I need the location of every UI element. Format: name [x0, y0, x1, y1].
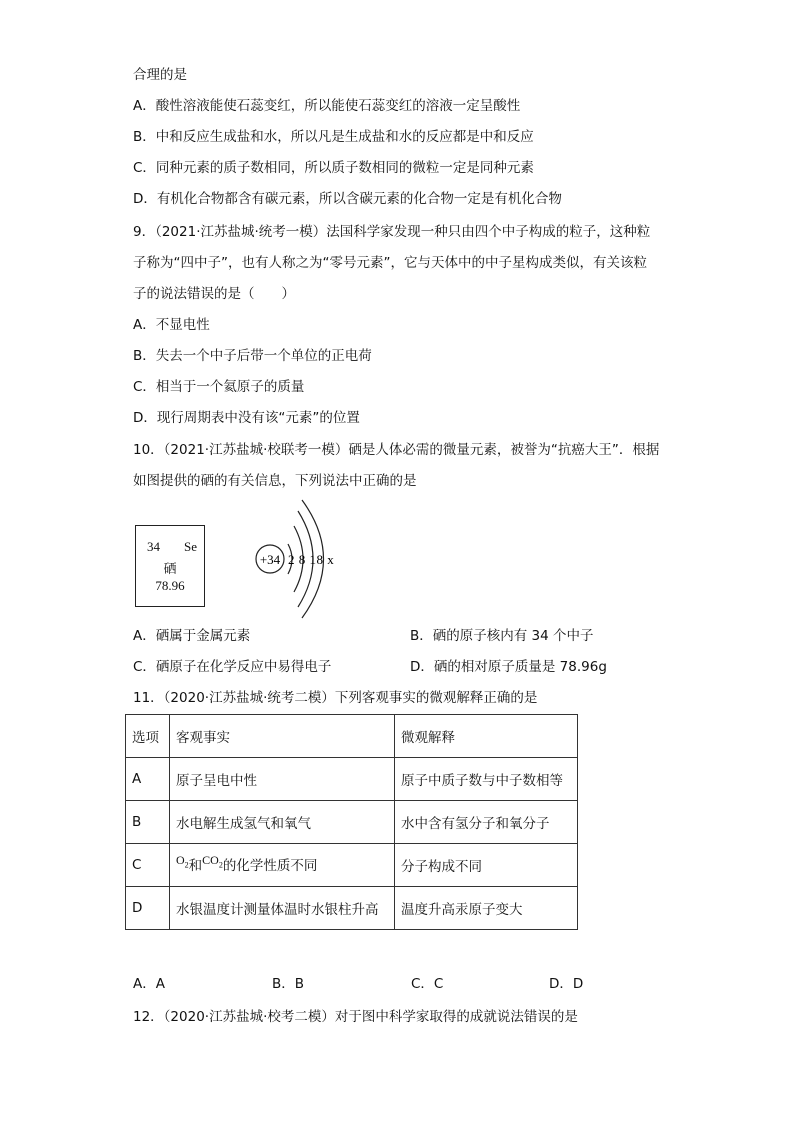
q10-option-b: B．硒的原子核内有 34 个中子: [410, 628, 594, 644]
row-explanation: 温度升高汞原子变大: [395, 887, 578, 930]
q9-option-d: D．现行周期表中没有该“元素”的位置: [133, 410, 360, 426]
element-name: 硒: [163, 561, 177, 576]
row-fact: 原子呈电中性: [170, 758, 395, 801]
header-option: 选项: [126, 715, 170, 758]
nucleus-charge: +34: [259, 552, 281, 567]
header-fact: 客观事实: [170, 715, 395, 758]
row-fact: 水电解生成氢气和氧气: [170, 801, 395, 844]
row-option: A: [126, 758, 170, 801]
atomic-number: 34: [147, 539, 160, 554]
table-row: [126, 887, 578, 930]
row-explanation: 分子构成不同: [395, 844, 578, 887]
shell-electron-counts: 2 8 18 x: [288, 552, 335, 567]
row-option: C: [126, 844, 170, 887]
q8-option-c: C．同种元素的质子数相同，所以质子数相同的微粒一定是同种元素: [133, 160, 534, 176]
row-option: D: [126, 887, 170, 930]
q9-option-c: C．相当于一个氦原子的质量: [133, 379, 305, 395]
q10-stem-line2: 如图提供的硒的有关信息，下列说法中正确的是: [133, 473, 417, 489]
q9-option-b: B．失去一个中子后带一个单位的正电荷: [133, 348, 372, 364]
q12-stem: 12．（2020·江苏盐城·校考二模）对于图中科学家取得的成就说法错误的是: [133, 1009, 578, 1025]
row-explanation: 水中含有氢分子和氧分子: [395, 801, 578, 844]
q9-stem-line3: 子的说法错误的是（ ）: [133, 286, 295, 302]
q8-option-b: B．中和反应生成盐和水，所以凡是生成盐和水的反应都是中和反应: [133, 129, 534, 145]
q8-tail: 合理的是: [133, 67, 187, 83]
q8-option-a: A．酸性溶液能使石蕊变红，所以能使石蕊变红的溶液一定呈酸性: [133, 98, 521, 114]
table-row: [126, 801, 578, 844]
atomic-mass: 78.96: [155, 578, 185, 593]
q11-option-b: B．B: [272, 976, 305, 992]
row-explanation: 原子中质子数与中子数相等: [395, 758, 578, 801]
row-option: B: [126, 801, 170, 844]
q10-option-c: C．硒原子在化学反应中易得电子: [133, 659, 332, 675]
table-header-row: [126, 715, 578, 758]
q10-option-a: A．硒属于金属元素: [133, 628, 251, 644]
q11-option-d: D．D: [549, 976, 584, 992]
header-explanation: 微观解释: [395, 715, 578, 758]
row-fact: $O_2$和$CO_2$的化学性质不同: [170, 844, 395, 887]
q9-stem-line1: 9．（2021·江苏盐城·统考一模）法国科学家发现一种只由四个中子构成的粒子，这种粒: [133, 224, 651, 240]
row-fact: 水银温度计测量体温时水银柱升高: [170, 887, 395, 930]
q11-options: [133, 975, 693, 995]
q11-stem: 11．（2020·江苏盐城·统考二模）下列客观事实的微观解释正确的是: [133, 690, 538, 706]
q8-option-d: D．有机化合物都含有碳元素，所以含碳元素的化合物一定是有机化合物: [133, 191, 562, 207]
atom-structure-diagram: [250, 496, 350, 621]
table-row: [126, 844, 578, 887]
q9-option-a: A．不显电性: [133, 317, 210, 333]
selenium-element-card: [135, 525, 205, 607]
q11-option-a: A．A: [133, 976, 165, 992]
q10-stem-line1: 10．（2021·江苏盐城·校联考一模）硒是人体必需的微量元素，被誉为“抗癌大王”．根据: [133, 442, 660, 458]
table-row: [126, 758, 578, 801]
q9-stem-line2: 子称为“四中子”，也有人称之为“零号元素”，它与天体中的中子星构成类似，有关该粒: [133, 255, 647, 271]
element-symbol: Se: [184, 539, 197, 554]
q11-option-c: C．C: [411, 976, 444, 992]
q11-table: [125, 714, 578, 930]
q10-option-d: D．硒的相对原子质量是 78.96g: [410, 659, 607, 675]
